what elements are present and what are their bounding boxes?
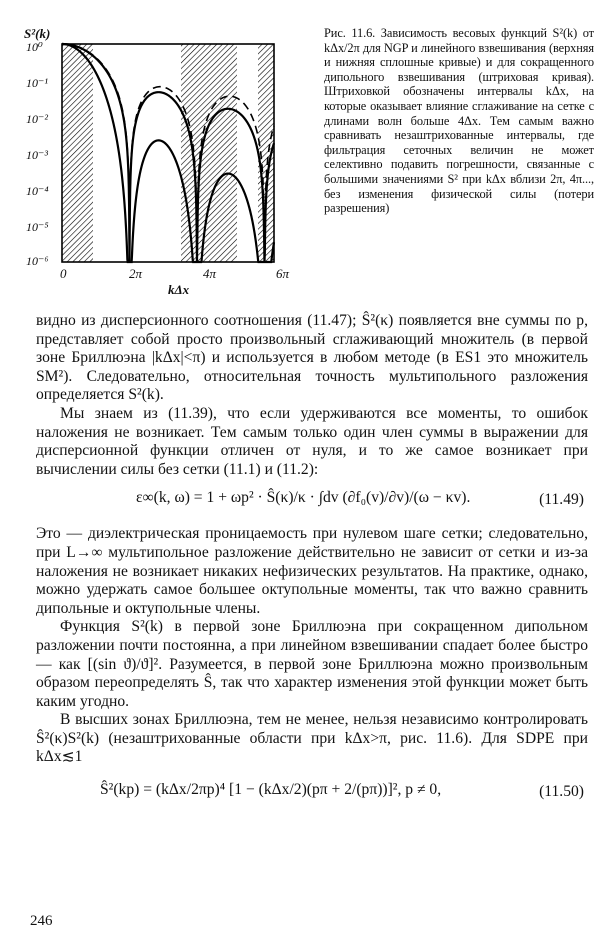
y-tick-label: 10⁻⁵ — [26, 220, 49, 234]
weighting-function-plot — [18, 22, 318, 304]
equation-formula: Ŝ²(kp) = (kΔx/2πp)⁴ [1 − (kΔx/2)(pπ + 2/(pπ))]², p ≠ 0, — [100, 781, 442, 799]
figure-caption: Рис. 11.6. Зависимость весовых функций S²(k) от kΔx/2π для NGP и линейного взвешивания (верхняя и нижняя сплошные кривые) и для сокращенного дипольного взвешивания (штриховая кривая). Штриховкой обозначены интервалы kΔx, на которые оказывает влияние сглаживание на сетке с длинами волн больше 4Δx. Тем самым важно сравнивать незаштрихованные интервалы, где фильтрация сеточных величин не может селективно подавить погрешности, связанные с большими значениями S² при kΔx вблизи 2π, 4π..., без изменения физической силы (потери разрешения) — [324, 26, 594, 216]
y-tick-label: 10⁻⁶ — [26, 254, 49, 268]
x-tick-label: 4π — [203, 266, 217, 281]
equation-11-49 — [36, 479, 588, 525]
y-tick-label: 10⁻¹ — [26, 76, 48, 90]
y-tick-label: 10⁻² — [26, 112, 48, 126]
ngp-weighting-curve — [62, 44, 274, 262]
paragraph: Мы знаем из (11.39), что если удерживаются все моменты, то ошибок наложения не возникает. Тем самым только один член суммы в выражении для дисперсионной функции отличен от нуля, и то же самое возникает при вычислении силы без сетки (11.1) и (11.2): — [36, 404, 588, 478]
linear-weighting-curve — [62, 44, 274, 262]
main-text — [36, 312, 588, 823]
paragraph: Это — диэлектрическая проницаемость при нулевом шаге сетки; следовательно, при L→∞ мультипольное разложение действительно не зависит от сетки и из-за наложения не возникает никаких нефизических результатов. На практике, однако, можно удержать самое большее октупольные моменты, так что важно сравнить дипольные и октупольные члены. — [36, 525, 588, 617]
equation-11-50 — [36, 767, 588, 823]
x-tick-label: 6π — [276, 266, 290, 281]
paragraph: Функция S²(k) в первой зоне Бриллюэна при сокращенном дипольном разложении почти постоянна, а при линейном взвешивании спадает более быстро — как [(sin ϑ)/ϑ]². Разумеется, в первой зоне Бриллюэна можно произвольным образом переопределять Ŝ, так что характер изменения этой функции может быть каким угодно. — [36, 618, 588, 710]
figure-11-6 — [18, 22, 318, 304]
plot-frame — [62, 44, 274, 262]
x-axis-label: kΔx — [168, 282, 190, 297]
y-tick-label: 10⁻⁴ — [26, 184, 49, 198]
hatched-region-1 — [62, 44, 93, 262]
page-number: 246 — [30, 913, 53, 929]
equation-number: (11.50) — [539, 783, 584, 801]
paragraph: видно из дисперсионного соотношения (11.47); Ŝ²(κ) появляется вне суммы по p, представляет собой просто произвольный сглаживающий множитель (в первой зоне Бриллюэна |kΔx|<π) и используется в любом методе (в ES1 это множитель SM²). Следовательно, относительная точность мультипольного разложения определяется S²(k). — [36, 312, 588, 404]
equation-formula: ε∞(k, ω) = 1 + ωp² · Ŝ(κ)/κ · ∫dv (∂f₀(v)/∂v)/(ω − κv). — [136, 489, 471, 507]
equation-number: (11.49) — [539, 491, 584, 509]
y-axis-label: S²(k) — [24, 26, 51, 41]
x-tick-label: 2π — [129, 266, 143, 281]
y-tick-label: 10⁰ — [26, 40, 43, 54]
dipole-weighting-curve — [62, 44, 274, 262]
y-tick-label: 10⁻³ — [26, 148, 48, 162]
paragraph: В высших зонах Бриллюэна, тем не менее, нельзя независимо контролировать Ŝ²(κ)S²(k) (незаштрихованные области при kΔx>π, рис. 11.6). Для SDPE при kΔx≲1 — [36, 711, 588, 766]
x-tick-label: 0 — [60, 266, 67, 281]
